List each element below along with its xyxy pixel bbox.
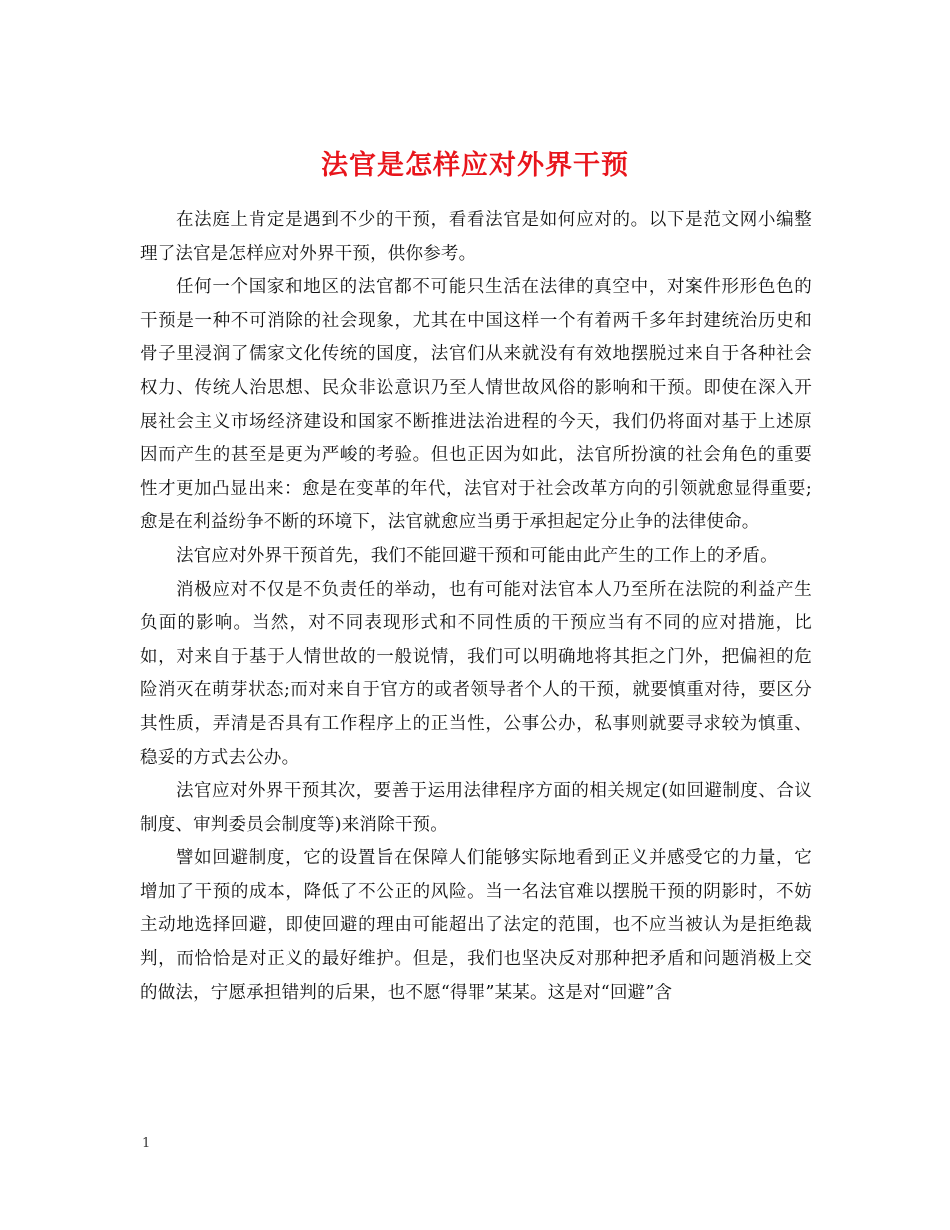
paragraph-recusal: 譬如回避制度，它的设置旨在保障人们能够实际地看到正义并感受它的力量，它增加了干预的成本，降低了不公正的风险。当一名法官难以摆脱干预的阴影时，不妨主动地选择回避，即使回避的理由可能超出了法定的范围，也不应当被认为是拒绝裁判，而恰恰是对正义的最好维护。但是，我们也坚决反对那种把矛盾和问题消极上交的做法，宁愿承担错判的后果，也不愿“得罪”某某。这是对“回避”含 <box>140 848 812 1003</box>
page-title: 法官是怎样应对外界干预 <box>321 150 629 182</box>
paragraph-negative-response: 消极应对不仅是不负责任的举动，也有可能对法官本人乃至所在法院的利益产生负面的影响。当然，对不同表现形式和不同性质的干预应当有不同的应对措施，比如，对来自于基于人情世故的一般说情，我们可以明确地将其拒之门外，把偏袒的危险消灭在萌芽状态;而对来自于官方的或者领导者个人的干预，就要慎重对待，要区分其性质，弄清是否具有工作程序上的正当性，公事公办，私事则就要寻求较为慎重、稳妥的方式去公办。 <box>140 579 812 768</box>
paragraph-intro: 在法庭上肯定是遇到不少的干预，看看法官是如何应对的。以下是范文网小编整理了法官是怎样应对外界干预，供你参考。 <box>140 210 812 264</box>
paragraph-background: 任何一个国家和地区的法官都不可能只生活在法律的真空中，对案件形形色色的干预是一种不可消除的社会现象，尤其在中国这样一个有着两千多年封建统治历史和骨子里浸润了儒家文化传统的国度，法官们从来就没有有效地摆脱过来自于各种社会权力、传统人治思想、民众非讼意识乃至人情世故风俗的影响和干预。即使在深入开展社会主义市场经济建设和国家不断推进法治进程的今天，我们仍将面对基于上述原因而产生的甚至是更为严峻的考验。但也正因为如此，法官所扮演的社会角色的重要性才更加凸显出来：愈是在变革的年代，法官对于社会改革方向的引领就愈显得重要;愈是在利益纷争不断的环境下，法官就愈应当勇于承担起定分止争的法律使命。 <box>140 277 812 533</box>
paragraph-second-point: 法官应对外界干预其次，要善于运用法律程序方面的相关规定(如回避制度、合议制度、审判委员会制度等)来消除干预。 <box>140 781 812 835</box>
document-body <box>140 204 812 1010</box>
page-number: 1 <box>142 1136 151 1151</box>
paragraph-first-point: 法官应对外界干预首先，我们不能回避干预和可能由此产生的工作上的矛盾。 <box>176 545 778 566</box>
